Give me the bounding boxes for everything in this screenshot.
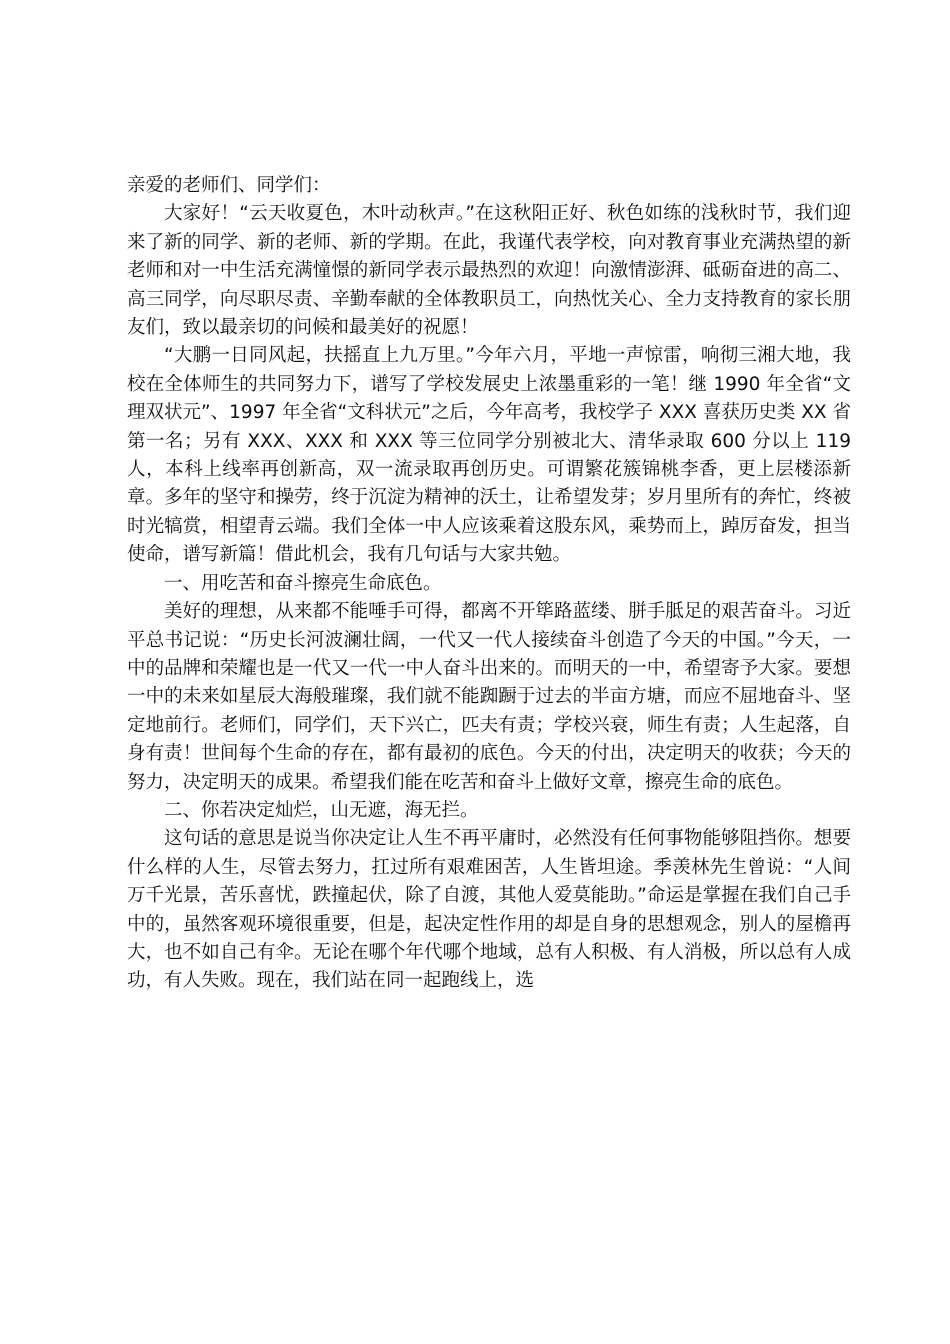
salutation: 亲爱的老师们、同学们： xyxy=(127,175,331,196)
section-heading-2: 二、你若决定灿烂，山无遮，海无拦。 xyxy=(164,799,479,821)
paragraph-determination: 这句话的意思是说当你决定让人生不再平庸时，必然没有任何事物能够阻挡你。想要什么样的人生，尽管去努力，扛过所有艰难困苦，人生皆坦途。季羡林先生曾说：“人间万千光景，苦乐喜忧，跌撞起伏，除了自渡，其他人爱莫能助。”命运是掌握在我们自己手中的，虽然客观环境很重要，但是，起决定性作用的却是自身的思想观念，别人的屋檐再大，也不如自己有伞。无论在哪个年代哪个地域，总有人积极、有人消极，所以总有人成功，有人失败。现在，我们站在同一起跑线上，选 xyxy=(127,828,851,992)
document-body xyxy=(127,172,851,996)
paragraph-achievements: “大鹏一日同风起，扶摇直上九万里。”今年六月，平地一声惊雷，响彻三湘大地，我校在全体师生的共同努力下，谱写了学校发展史上浓墨重彩的一笔！继 1990 年全省“文理双状元”、1997 年全省“文科状元”之后，今年高考，我校学子 XXX 喜获历史类 XX 省第一名；另有 XXX、XXX 和 XXX 等三位同学分别被北大、清华录取 600 分以上 119 人，本科上线率再创新高，双一流录取再创历史。可谓繁花簇锦桃李香，更上层楼添新章。多年的坚守和操劳，终于沉淀为精神的沃土，让希望发芽；岁月里所有的奔忙，终被时光犒赏，相望青云端。我们全体一中人应该乘着这股东风，乘势而上，踔厉奋发，担当使命，谱写新篇！借此机会，我有几句话与大家共勉。 xyxy=(127,345,851,566)
paragraph-hard-work: 美好的理想，从来都不能唾手可得，都离不开筚路蓝缕、胼手胝足的艰苦奋斗。习近平总书记说：“历史长河波澜壮阔，一代又一代人接续奋斗创造了今天的中国。”今天，一中的品牌和荣耀也是一代又一代一中人奋斗出来的。而明天的一中，希望寄予大家。要想一中的未来如星辰大海般璀璨，我们就不能踟蹰于过去的半亩方塘，而应不屈地奋斗、坚定地前行。老师们，同学们，天下兴亡，匹夫有责；学校兴衰，师生有责；人生起落，自身有责！世间每个生命的存在，都有最初的底色。今天的付出，决定明天的收获；今天的努力，决定明天的成果。希望我们能在吃苦和奋斗上做好文章，擦亮生命的底色。 xyxy=(127,601,851,793)
paragraph-welcome: 大家好！“云天收夏色，木叶动秋声。”在这秋阳正好、秋色如练的浅秋时节，我们迎来了新的同学、新的老师、新的学期。在此，我谨代表学校，向对教育事业充满热望的新老师和对一中生活充满憧憬的新同学表示最热烈的欢迎！向激情澎湃、砥砺奋进的高二、高三同学，向尽职尽责、辛勤奉献的全体教职员工，向热忱关心、全力支持教育的家长朋友们，致以最亲切的问候和最美好的祝愿！ xyxy=(127,203,851,339)
section-heading-1: 一、用吃苦和奋斗擦亮生命底色。 xyxy=(164,572,442,594)
